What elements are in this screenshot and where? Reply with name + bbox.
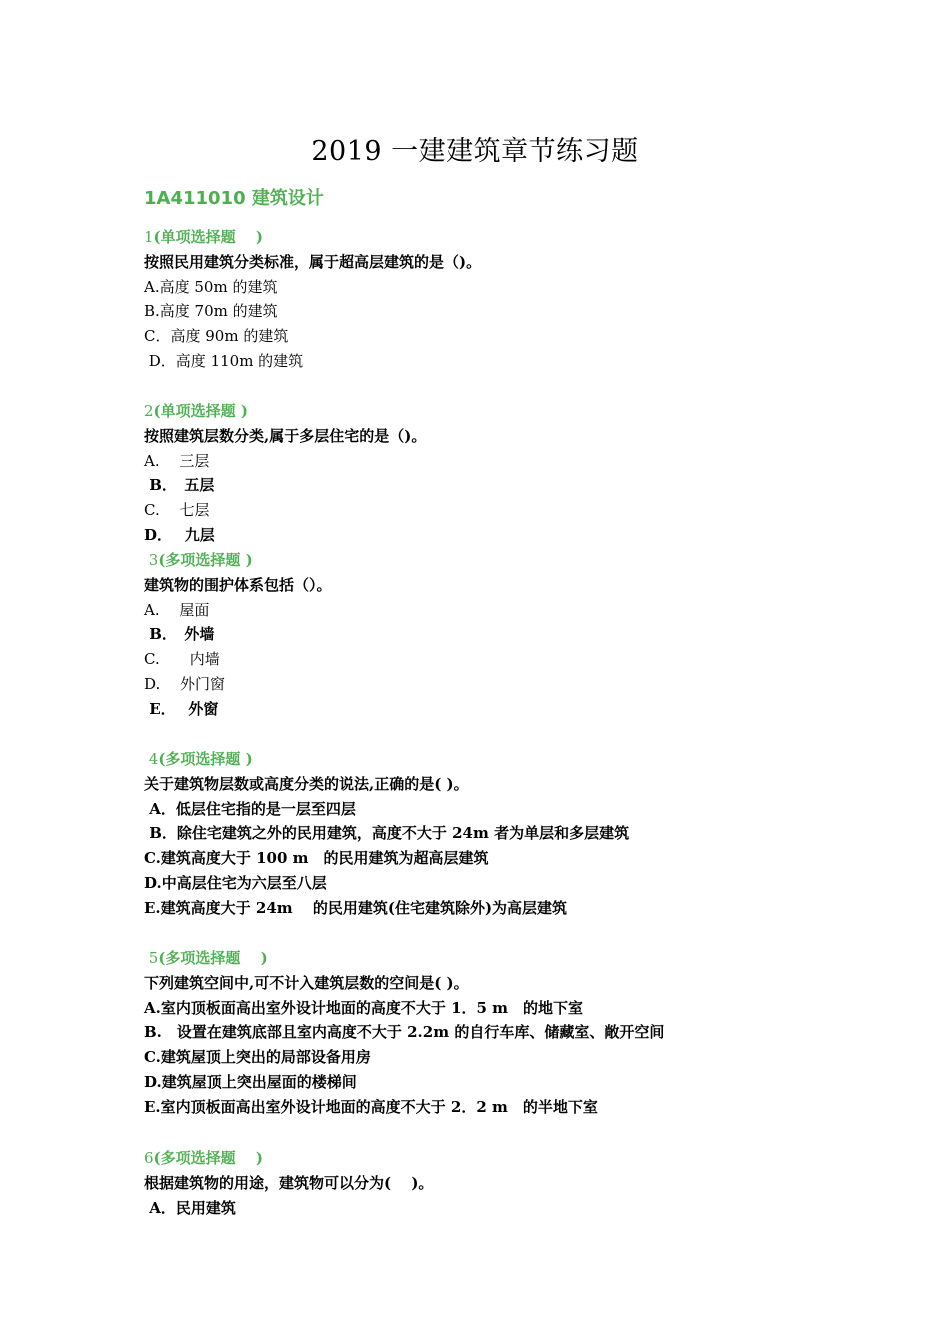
question-1 <box>144 225 864 374</box>
question-5 <box>144 946 864 1120</box>
option-c: C. 内墙 <box>144 650 220 669</box>
question-stem: 下列建筑空间中,可不计入建筑层数的空间是( )。 <box>144 973 469 992</box>
option-a: A. 三层 <box>144 451 210 470</box>
question-type: (多项选择题 ) <box>158 551 253 569</box>
question-stem: 根据建筑物的用途，建筑物可以分为( )。 <box>144 1173 434 1192</box>
question-type: (多项选择题 ) <box>158 750 253 768</box>
option-c: C．高度 90m 的建筑 <box>144 327 289 346</box>
option-e: E.室内顶板面高出室外设计地面的高度不大于 2．2 m 的半地下室 <box>144 1097 598 1116</box>
question-type: (多项选择题 ) <box>153 1149 263 1167</box>
question-4 <box>144 747 864 921</box>
question-type: (单项选择题 ) <box>153 228 263 246</box>
option-c: C.建筑屋顶上突出的局部设备用房 <box>144 1048 371 1067</box>
question-number: 2 <box>144 402 154 420</box>
question-6 <box>144 1146 864 1220</box>
option-b: B．除住宅建筑之外的民用建筑，高度不大于 24m 者为单层和多层建筑 <box>144 824 630 843</box>
option-b: B． 外墙 <box>144 625 215 644</box>
option-c: C.建筑高度大于 100 m 的民用建筑为超高层建筑 <box>144 849 489 868</box>
question-type-line <box>144 399 864 424</box>
option-d: D．高度 110m 的建筑 <box>144 351 304 370</box>
section-heading: 1A411010 建筑设计 <box>144 188 324 209</box>
option-c: C. 七层 <box>144 501 210 520</box>
document-title: 2019 一建建筑章节练习题 <box>311 136 639 167</box>
question-type: (多项选择题 ) <box>158 949 268 967</box>
option-a: A.室内顶板面高出室外设计地面的高度不大于 1．5 m 的地下室 <box>144 998 584 1017</box>
option-e: E． 外窗 <box>144 699 219 718</box>
option-d: D.建筑屋顶上突出屋面的楼梯间 <box>144 1072 357 1091</box>
option-e: E.建筑高度大于 24m 的民用建筑(住宅建筑除外)为高层建筑 <box>144 898 568 917</box>
option-a: A．民用建筑 <box>144 1198 236 1217</box>
question-number: 4 <box>144 750 159 768</box>
question-type: (单项选择题 ) <box>153 402 248 420</box>
option-a: A. 屋面 <box>144 600 210 619</box>
option-d: D． 九层 <box>144 525 215 544</box>
question-stem: 按照民用建筑分类标准，属于超高层建筑的是（)。 <box>144 252 482 271</box>
question-type-line <box>144 747 864 772</box>
option-d: D.中高层住宅为六层至八层 <box>144 873 327 892</box>
question-type-line <box>144 548 864 573</box>
question-type-line <box>144 1146 864 1171</box>
option-b: B． 五层 <box>144 476 215 495</box>
option-a: A．低层住宅指的是一层至四层 <box>144 799 356 818</box>
question-number: 1 <box>144 228 154 246</box>
question-type-line <box>144 946 864 971</box>
option-b: B. 设置在建筑底部且室内高度不大于 2.2m 的自行车库、储藏室、敞开空间 <box>144 1023 665 1042</box>
question-stem: 建筑物的围护体系包括（）。 <box>144 575 332 594</box>
question-stem: 关于建筑物层数或高度分类的说法,正确的是( )。 <box>144 774 469 793</box>
question-number: 6 <box>144 1149 154 1167</box>
option-d: D. 外门窗 <box>144 674 226 693</box>
question-2 <box>144 399 864 548</box>
question-stem: 按照建筑层数分类,属于多层住宅的是（)。 <box>144 426 427 445</box>
question-type-line <box>144 225 864 250</box>
question-number: 3 <box>144 551 159 569</box>
option-b: B.高度 70m 的建筑 <box>144 302 278 321</box>
question-number: 5 <box>144 949 159 967</box>
question-3 <box>144 548 864 722</box>
option-a: A.高度 50m 的建筑 <box>144 277 278 296</box>
